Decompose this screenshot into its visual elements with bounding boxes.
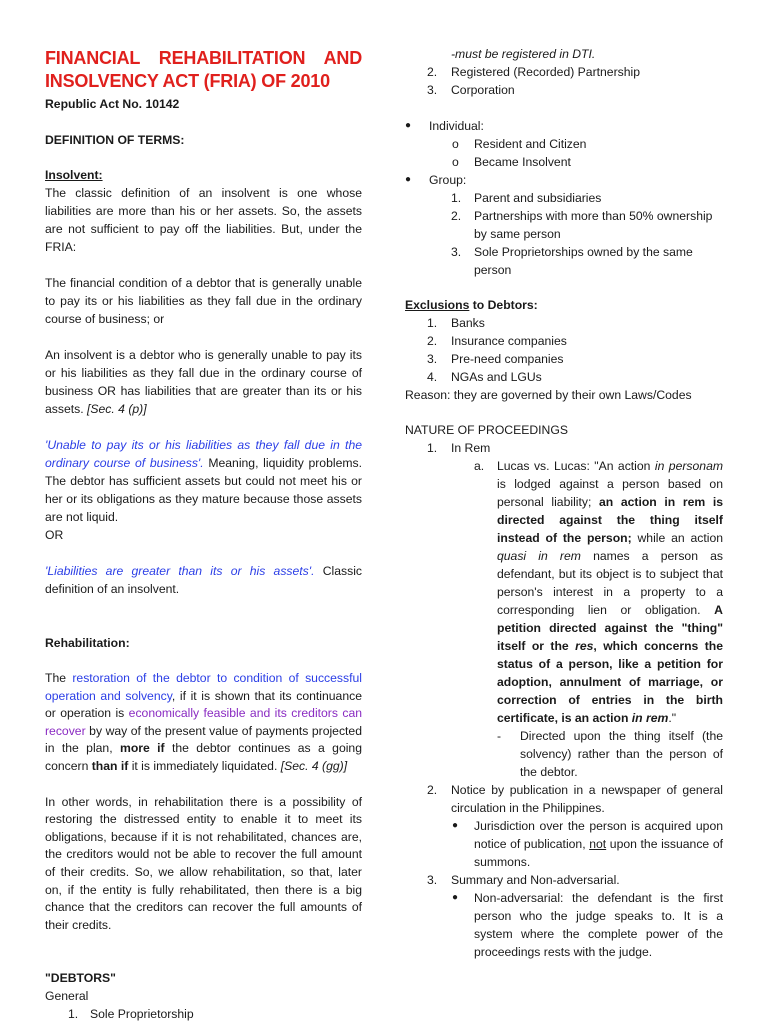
jurisdiction-text — [474, 817, 723, 871]
lucas-in-rem: in rem — [631, 711, 669, 725]
non-adversarial-text: Non-adversarial: the defendant is the first person who the judge speaks to. It is a system where the complete power of the proceedings rests with the judge. — [474, 891, 723, 959]
insolvent-paragraph-1: The classic definition of an insolvent is one whose liabilities are more than his or her assets. So, the assets are not sufficient to pay off the liabilities. But, under the FRIA: — [45, 186, 362, 254]
lucas-text-d: names a person as defendant, but its object is to subject that person's interest in a property to a corresponding lien or obligation. — [497, 549, 723, 617]
exclusion-item-4-text: NGAs and LGUs — [451, 370, 542, 384]
rehabilitation-heading: Rehabilitation: — [45, 636, 130, 650]
rehab-than-if: than if — [91, 758, 129, 773]
rehab-text-b: , if it is shown that its continuance or operation is — [45, 688, 362, 721]
rehab-text-c: by way of the present value of payments projected in the plan, — [45, 723, 362, 756]
exclusion-item-3 — [405, 350, 723, 368]
individual-item-2-text: Became Insolvent — [474, 155, 571, 169]
exclusion-item-2-text: Insurance companies — [451, 334, 567, 348]
rehab-restoration-phrase: restoration of the debtor to condition of successful operation and solvency — [45, 671, 362, 703]
individual-item-1 — [405, 135, 723, 153]
directed-text: Directed upon the thing itself (the solvency) rather than the person of the debtor. — [520, 729, 723, 779]
lucas-quote — [497, 457, 723, 727]
citation-sec-4-gg: [Sec. 4 (gg)] — [280, 758, 348, 773]
directed-item — [405, 727, 723, 781]
general-item-1 — [45, 1005, 362, 1023]
liabilities-quote: 'Liabilities are greater than its or his assets'. — [45, 564, 315, 578]
lucas-text-a: Lucas vs. Lucas: "An action — [497, 459, 651, 473]
exclusion-item-4-number: 4. — [427, 370, 438, 384]
left-column — [45, 0, 362, 1023]
dti-note: -must be registered in DTI. — [451, 47, 596, 61]
exclusions-heading — [405, 296, 723, 314]
lucas-res: res — [575, 639, 594, 653]
exclusion-item-2-number: 2. — [427, 334, 438, 348]
exclusion-item-3-number: 3. — [427, 352, 438, 366]
group-item-2-text: Partnerships with more than 50% ownership by same person — [474, 209, 713, 241]
debtors-heading: "DEBTORS" — [45, 971, 116, 986]
classic-definition-text: Classic definition of an insolvent. — [45, 564, 363, 596]
insolvent-paragraph-3-text: An insolvent is a debtor who is generally unable to pay its or his liabilities as they fall due in the ordinary course of business OR has liabilities that are greater than its or his assets. — [45, 348, 362, 416]
group-label: Group: — [429, 173, 467, 187]
lucas-end: ." — [668, 711, 677, 725]
bullet-icon: ● — [405, 120, 412, 131]
general-item-2 — [405, 63, 723, 81]
general-item-3 — [405, 81, 723, 99]
exclusion-item-3-text: Pre-need companies — [451, 352, 564, 366]
exclusion-item-1-text: Banks — [451, 316, 485, 330]
individual-item-2 — [405, 153, 723, 171]
exclusion-item-1-number: 1. — [427, 316, 438, 330]
definitions-heading: DEFINITION OF TERMS: — [45, 133, 185, 147]
summary-text: Summary and Non-adversarial. — [451, 873, 620, 887]
general-label: General — [45, 989, 89, 1004]
lucas-item-letter: a. — [474, 459, 485, 473]
group-item-1 — [405, 189, 723, 207]
lucas-bold-2: A petition directed against the "thing" itself or the — [497, 603, 723, 653]
general-item-2-text: Registered (Recorded) Partnership — [451, 65, 640, 79]
lucas-bold-3: , which concerns the status of a person, like a petition for adoption, annulment of marriage, or correction of entries in the birth certificate, is an action — [497, 639, 723, 725]
lucas-text-b: is lodged against a person based on personal liability; — [497, 477, 723, 509]
group-item-1-text: Parent and subsidiaries — [474, 191, 602, 205]
general-item-3-text: Corporation — [451, 83, 515, 97]
liquidity-explanation: Meaning, liquidity problems. The debtor has sufficient assets but could not meet his or her or its obligations as they mature because those assets are not liquid. — [45, 456, 362, 524]
group-item-1-number: 1. — [451, 191, 462, 205]
non-adversarial-item — [405, 889, 723, 961]
group-row — [405, 171, 723, 189]
liquidity-quote: 'Unable to pay its or his liabilities as they fall due in the ordinary course of business'. — [45, 438, 362, 470]
insolvent-paragraph-4 — [45, 436, 362, 526]
group-item-3-number: 3. — [451, 245, 462, 259]
nature-heading: NATURE OF PROCEEDINGS — [405, 423, 568, 437]
general-item-2-number: 2. — [427, 65, 438, 79]
document-subtitle: Republic Act No. 10142 — [45, 97, 180, 111]
general-item-1-text: Sole Proprietorship — [90, 1007, 194, 1022]
individual-row — [405, 117, 723, 135]
rehabilitation-paragraph-2: In other words, in rehabilitation there is a possibility of restoring the distressed entity to enable it to meet its obligations, because if it is not rehabilitated, chances are, the creditors would not be able to recover the full amount of their credits. So, we allow rehabilitation, so that, later on, if the entity is fully rehabilitated, then there is a big chance that the creditors can recover the full amounts of their credits. — [45, 794, 362, 932]
insolvent-paragraph-5 — [45, 562, 362, 598]
insolvent-paragraph-3 — [45, 346, 362, 418]
right-column — [405, 0, 723, 961]
exclusion-item-1 — [405, 314, 723, 332]
rehab-text-a: The — [45, 671, 67, 685]
rehab-feasible-phrase: economically feasible and its creditors can recover — [45, 706, 363, 738]
nature-item-1-number: 1. — [427, 441, 438, 455]
bullet-icon: ● — [452, 892, 459, 903]
individual-item-1-text: Resident and Citizen — [474, 137, 587, 151]
circle-bullet-icon: o — [452, 137, 459, 151]
lucas-vs-lucas-item — [405, 457, 723, 727]
dash-bullet: - — [497, 729, 502, 743]
lucas-in-personam: in personam — [654, 459, 723, 473]
document-title-line-1: FINANCIAL REHABILITATION AND — [45, 48, 362, 68]
insolvent-paragraph-2: The financial condition of a debtor that is generally unable to pay its or his liabilities as they fall due in the ordinary course of business; or — [45, 276, 362, 326]
general-item-1-number: 1. — [68, 1007, 79, 1022]
nature-item-2 — [405, 781, 723, 817]
document-title-line-2: INSOLVENCY ACT (FRIA) OF 2010 — [45, 71, 330, 91]
exclusions-rest: to Debtors: — [469, 298, 538, 312]
lucas-quasi-in-rem: quasi in rem — [497, 549, 581, 563]
exclusions-word: Exclusions — [405, 298, 470, 312]
group-item-3 — [405, 243, 723, 279]
rehabilitation-paragraph-1 — [45, 670, 362, 776]
lucas-bold-1: an action in rem is directed against the thing itself instead of the person; — [497, 495, 723, 545]
group-item-3-text: Sole Proprietorships owned by the same person — [474, 245, 693, 277]
insolvent-heading: Insolvent: — [45, 168, 103, 182]
rehab-more-if: more if — [119, 741, 165, 756]
rehab-text-e: it is immediately liquidated. — [131, 758, 278, 773]
circle-bullet-icon: o — [452, 155, 459, 169]
bullet-icon: ● — [405, 174, 412, 185]
nature-item-2-number: 2. — [427, 783, 438, 797]
juris-not: not — [589, 837, 607, 851]
general-item-3-number: 3. — [427, 83, 438, 97]
jurisdiction-item — [405, 817, 723, 871]
exclusion-item-2 — [405, 332, 723, 350]
bullet-icon: ● — [452, 820, 459, 831]
or-connector: OR — [45, 528, 64, 542]
nature-item-3 — [405, 871, 723, 889]
exclusions-reason: Reason: they are governed by their own Laws/Codes — [405, 388, 692, 402]
individual-label: Individual: — [429, 119, 484, 133]
juris-text-a: Jurisdiction over the person is acquired upon notice of publication, — [474, 819, 723, 851]
juris-text-b: upon the issuance of summons. — [474, 837, 723, 869]
lucas-text-c: while an action — [637, 531, 723, 545]
group-item-2-number: 2. — [451, 209, 462, 223]
group-item-2 — [405, 207, 723, 243]
nature-item-1 — [405, 439, 723, 457]
citation-sec-4-p: [Sec. 4 (p)] — [87, 402, 147, 416]
in-rem-label: In Rem — [451, 441, 491, 455]
rehab-text-d: the debtor continues as a going concern — [45, 741, 362, 773]
exclusion-item-4 — [405, 368, 723, 386]
nature-item-3-number: 3. — [427, 873, 438, 887]
notice-text: Notice by publication in a newspaper of general circulation in the Philippines. — [451, 783, 723, 815]
